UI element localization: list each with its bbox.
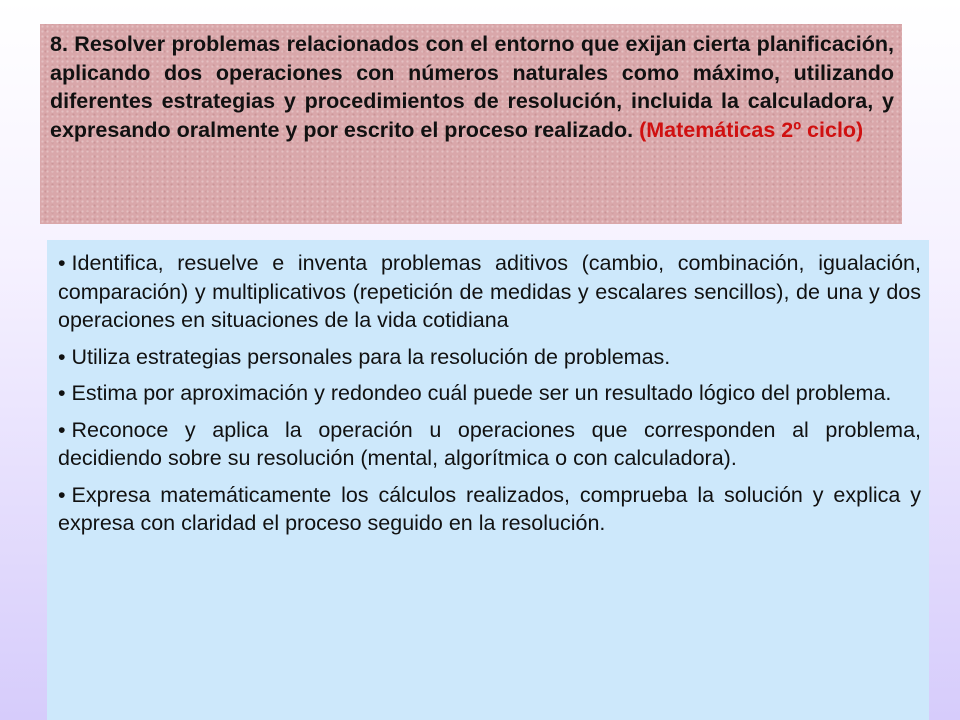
criteria-item <box>58 481 921 538</box>
bullet-icon: • <box>58 344 66 369</box>
criteria-text: Utiliza estrategias personales para la resolución de problemas. <box>71 344 671 369</box>
evaluation-criteria-box <box>47 240 929 720</box>
criteria-text: Estima por aproximación y redondeo cuál puede ser un resultado lógico del problema. <box>71 381 892 405</box>
criteria-text: Expresa matemáticamente los cálculos realizados, comprueba la solución y explica y expresa con claridad el proceso seguido en la resolución. <box>58 482 921 535</box>
bullet-icon: • <box>58 381 66 405</box>
objective-statement: 8. Resolver problemas relacionados con el entorno que exijan cierta planificación, aplicando dos operaciones con números naturales como máximo, utilizando diferentes estrategias y procedimientos de resolución, incluida la calculadora, y expresando oralmente y por escrito el proceso realizado. <box>50 32 894 142</box>
criteria-text: Identifica, resuelve e inventa problemas aditivos (cambio, combinación, igualación, comparación) y multiplicativos (repetición de medidas y escalares sencillos), de una y dos operaciones en situaciones de la vida cotidiana <box>58 251 921 332</box>
criteria-item <box>58 379 921 408</box>
bullet-icon: • <box>58 482 66 507</box>
objective-box <box>40 24 902 224</box>
bullet-icon: • <box>58 417 66 442</box>
criteria-item <box>58 343 921 372</box>
subject-cycle-label: (Matemáticas 2º ciclo) <box>639 117 864 142</box>
bullet-icon: • <box>58 251 66 275</box>
criteria-item <box>58 416 921 473</box>
objective-text <box>50 30 894 144</box>
criteria-item <box>58 249 921 335</box>
criteria-text: Reconoce y aplica la operación u operaciones que corresponden al problema, decidiendo sobre su resolución (mental, algorítmica o con calculadora). <box>58 417 921 470</box>
criteria-list <box>58 249 921 538</box>
